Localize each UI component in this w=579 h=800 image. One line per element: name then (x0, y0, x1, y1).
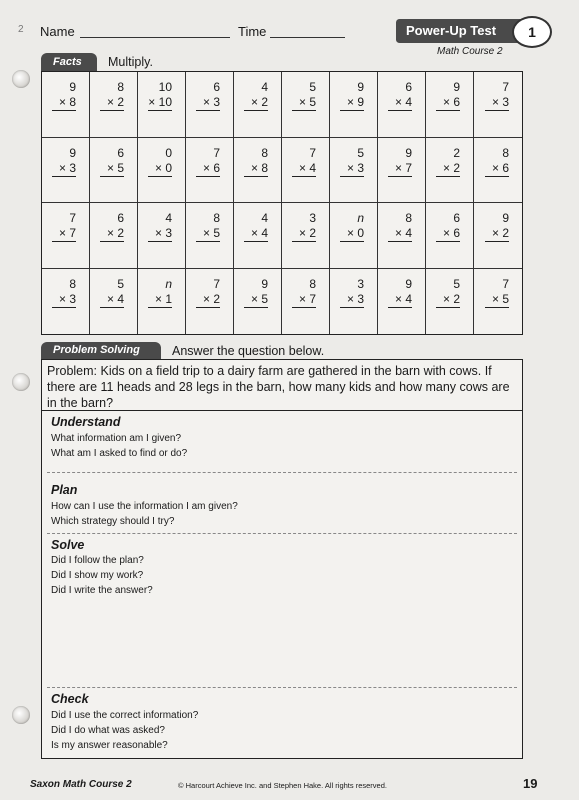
fact-multiplicand: 4 (261, 211, 268, 225)
fact-multiplier: × 6 (436, 95, 460, 111)
fact-multiplicand: 3 (357, 276, 364, 291)
fact-cell[interactable] (234, 269, 282, 335)
fact-multiplier: × 2 (100, 95, 124, 111)
fact-multiplicand: 9 (405, 276, 412, 291)
fact-cell[interactable] (330, 138, 378, 204)
fact-cell[interactable] (186, 72, 234, 138)
fact-multiplicand: 9 (69, 145, 76, 160)
fact-multiplier: × 8 (52, 95, 76, 111)
fact-multiplicand: 8 (502, 145, 509, 160)
fact-multiplicand: 8 (405, 211, 412, 225)
fact-multiplier: × 3 (485, 95, 509, 111)
fact-cell[interactable] (90, 269, 138, 335)
fact-multiplicand: 7 (213, 276, 220, 291)
fact-cell[interactable] (138, 269, 186, 335)
fact-multiplier: × 5 (100, 161, 124, 177)
fact-multiplicand: 0 (165, 145, 172, 160)
fact-multiplier: × 7 (292, 292, 316, 308)
fact-multiplicand: 5 (309, 80, 316, 94)
plan-line-2: Which strategy should I try? (51, 516, 175, 527)
fact-multiplier: × 6 (485, 161, 509, 177)
fact-multiplicand: n (165, 276, 172, 291)
fact-cell[interactable] (282, 72, 330, 138)
fact-cell[interactable] (42, 203, 90, 269)
fact-multiplier: × 2 (100, 226, 124, 242)
fact-multiplier: × 6 (436, 226, 460, 242)
fact-cell[interactable] (90, 72, 138, 138)
fact-cell[interactable] (282, 203, 330, 269)
fact-cell[interactable] (378, 138, 426, 204)
fact-multiplicand: 10 (158, 80, 172, 94)
understand-heading: Understand (51, 415, 121, 429)
footer-book-title: Saxon Math Course 2 (30, 779, 132, 790)
course-label: Math Course 2 (437, 46, 503, 57)
fact-multiplier: × 0 (148, 161, 172, 177)
fact-multiplicand: 7 (502, 276, 509, 291)
fact-multiplier: × 2 (196, 292, 220, 308)
solve-line-3: Did I write the answer? (51, 585, 153, 596)
fact-cell[interactable] (234, 203, 282, 269)
fact-multiplicand: 6 (453, 211, 460, 225)
fact-multiplicand: 5 (453, 276, 460, 291)
footer-copyright: © Harcourt Achieve Inc. and Stephen Hake. All rights reserved. (178, 781, 387, 790)
check-line-2: Did I do what was asked? (51, 725, 165, 736)
fact-multiplier: × 10 (148, 95, 172, 109)
fact-multiplier: × 6 (196, 161, 220, 177)
fact-cell[interactable] (426, 269, 474, 335)
fact-cell[interactable] (378, 72, 426, 138)
fact-multiplicand: 9 (405, 145, 412, 160)
fact-cell[interactable] (42, 72, 90, 138)
fact-cell[interactable] (42, 269, 90, 335)
fact-multiplicand: 8 (117, 80, 124, 94)
fact-cell[interactable] (282, 269, 330, 335)
fact-multiplier: × 2 (485, 226, 509, 242)
fact-multiplier: × 4 (388, 292, 412, 308)
understand-line-1: What information am I given? (51, 433, 182, 444)
fact-multiplicand: 9 (357, 80, 364, 94)
problem-divider (42, 410, 522, 411)
problem-solving-instruction: Answer the question below. (172, 344, 325, 358)
understand-line-2: What am I asked to find or do? (51, 448, 188, 459)
fact-cell[interactable] (234, 138, 282, 204)
problem-text: Problem: Kids on a field trip to a dairy farm are gathered in the barn with cows. If there are 11 heads and 28 legs in the barn, how many kids and how many cows are in the barn? (47, 364, 510, 410)
fact-cell[interactable] (330, 72, 378, 138)
fact-multiplier: × 3 (340, 292, 364, 308)
fact-multiplier: × 3 (148, 226, 172, 242)
fact-multiplicand: 6 (117, 145, 124, 160)
test-number-badge (512, 16, 552, 48)
fact-cell[interactable] (186, 138, 234, 204)
fact-multiplier: × 1 (148, 292, 172, 308)
fact-multiplicand: 5 (357, 145, 364, 160)
page-corner-number: 2 (18, 24, 24, 35)
time-blank-line[interactable] (270, 24, 345, 38)
fact-multiplier: × 3 (52, 292, 76, 308)
fact-cell[interactable] (330, 203, 378, 269)
time-label: Time (238, 24, 267, 39)
binder-hole-bottom (12, 706, 30, 724)
fact-multiplicand: 8 (261, 145, 268, 160)
fact-multiplicand: 6 (405, 80, 412, 94)
solve-line-1: Did I follow the plan? (51, 555, 144, 566)
fact-cell[interactable] (474, 203, 522, 269)
fact-multiplicand: 8 (213, 211, 220, 225)
fact-cell[interactable] (282, 138, 330, 204)
fact-multiplicand: 3 (309, 211, 316, 225)
fact-multiplicand: 9 (261, 276, 268, 291)
fact-multiplier: × 9 (340, 95, 364, 111)
fact-multiplicand: 7 (309, 145, 316, 160)
fact-multiplicand: 7 (69, 211, 76, 225)
footer-page-number: 19 (523, 776, 538, 791)
test-title: Power-Up Test (406, 23, 497, 38)
fact-cell[interactable] (234, 72, 282, 138)
fact-multiplier: × 4 (388, 226, 412, 242)
test-number: 1 (528, 24, 536, 40)
fact-multiplier: × 4 (244, 226, 268, 242)
fact-cell[interactable] (426, 72, 474, 138)
fact-cell[interactable] (378, 269, 426, 335)
check-line-1: Did I use the correct information? (51, 710, 199, 721)
fact-cell[interactable] (138, 138, 186, 204)
fact-multiplier: × 2 (436, 292, 460, 308)
fact-multiplier: × 2 (244, 95, 268, 111)
fact-multiplier: × 8 (244, 161, 268, 177)
fact-multiplier: × 3 (52, 161, 76, 177)
name-label: Name (40, 24, 75, 39)
plan-heading: Plan (51, 483, 78, 497)
check-line-3: Is my answer reasonable? (51, 740, 168, 751)
fact-multiplicand: 7 (502, 80, 509, 94)
fact-cell[interactable] (90, 203, 138, 269)
binder-hole-top (12, 70, 30, 88)
facts-instruction: Multiply. (108, 55, 153, 69)
fact-cell[interactable] (378, 203, 426, 269)
fact-cell[interactable] (186, 269, 234, 335)
fact-multiplier: × 3 (340, 161, 364, 177)
fact-multiplier: × 2 (292, 226, 316, 242)
fact-cell[interactable] (474, 269, 522, 335)
fact-multiplier: × 5 (292, 95, 316, 111)
solve-line-2: Did I show my work? (51, 570, 144, 581)
fact-cell[interactable] (426, 138, 474, 204)
fact-multiplier: × 7 (52, 226, 76, 242)
problem-solving-tab: Problem Solving (41, 342, 161, 359)
binder-hole-middle (12, 373, 30, 391)
fact-multiplier: × 2 (436, 161, 460, 177)
fact-cell[interactable] (186, 203, 234, 269)
fact-cell[interactable] (474, 138, 522, 204)
facts-grid (41, 71, 523, 335)
fact-multiplicand: 6 (213, 80, 220, 94)
fact-multiplicand: n (357, 211, 364, 225)
fact-cell[interactable] (474, 72, 522, 138)
name-blank-line[interactable] (80, 24, 230, 38)
facts-tab: Facts (41, 53, 97, 71)
fact-multiplicand: 9 (69, 80, 76, 94)
fact-multiplicand: 8 (309, 276, 316, 291)
fact-cell[interactable] (138, 72, 186, 138)
fact-cell[interactable] (90, 138, 138, 204)
fact-multiplier: × 3 (196, 95, 220, 111)
fact-multiplicand: 8 (69, 276, 76, 291)
fact-multiplicand: 9 (502, 211, 509, 225)
fact-multiplier: × 7 (388, 161, 412, 177)
fact-multiplier: × 5 (196, 226, 220, 242)
fact-multiplicand: 4 (165, 211, 172, 225)
section-divider (47, 533, 517, 534)
fact-cell[interactable] (426, 203, 474, 269)
fact-multiplicand: 4 (261, 80, 268, 94)
fact-cell[interactable] (330, 269, 378, 335)
fact-multiplier: × 5 (244, 292, 268, 308)
fact-multiplicand: 5 (117, 276, 124, 291)
fact-multiplicand: 6 (117, 211, 124, 225)
solve-heading: Solve (51, 538, 85, 552)
fact-multiplicand: 2 (453, 145, 460, 160)
fact-cell[interactable] (42, 138, 90, 204)
fact-multiplier: × 4 (292, 161, 316, 177)
fact-multiplicand: 9 (453, 80, 460, 94)
fact-multiplier: × 4 (100, 292, 124, 308)
fact-cell[interactable] (138, 203, 186, 269)
section-divider (47, 472, 517, 473)
check-heading: Check (51, 692, 89, 706)
fact-multiplier: × 4 (388, 95, 412, 111)
fact-multiplicand: 7 (213, 145, 220, 160)
problem-solving-box (41, 359, 523, 759)
fact-multiplier: × 0 (340, 226, 364, 242)
section-divider (47, 687, 517, 688)
plan-line-1: How can I use the information I am given? (51, 501, 238, 512)
fact-multiplier: × 5 (485, 292, 509, 308)
